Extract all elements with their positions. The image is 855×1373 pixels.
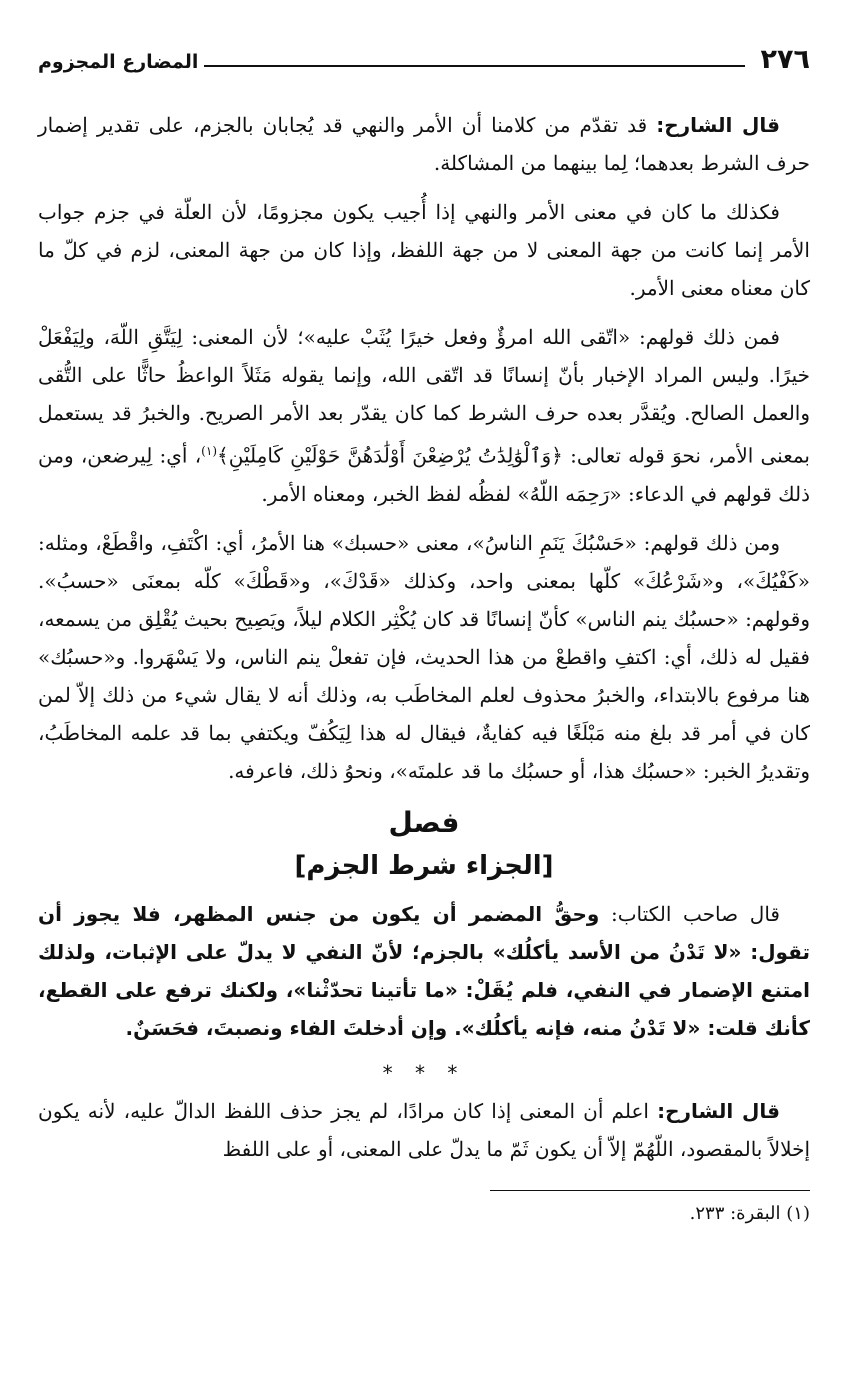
footnote: (١) البقرة: ٢٣٣. [689, 1202, 810, 1224]
section-title: فصل [388, 805, 460, 839]
paragraph-text: قد تقدّم من كلامنا أن الأمر والنهي قد يُجابان بالجزم، على تقدير إضمار حرف الشرط بعدهما؛ لِما بينهما من المشاكلة. [38, 113, 810, 175]
paragraph-commentator-intro [38, 106, 810, 182]
section-subtitle: [الجزاء شرط الجزم] [294, 850, 554, 881]
paragraph-text: ، أي: لِيرضعن، ومن ذلك قولهم في الدعاء: «رَحِمَه اللّهُ» لفظُه لفظ الخبر، ومعناه الأمر. [38, 443, 810, 506]
speaker-label: قال الشارح: [657, 1098, 780, 1123]
paragraph-commentator-second [38, 1092, 810, 1168]
paragraph-text: فمن ذلك قولهم: «اتّقى الله امرؤٌ وفعل خيرًا يُثَبْ عليه»؛ لأن المعنى: لِيَتَّقِ اللّهَ، ولِيَفْعَلْ خيرًا. وليس المراد الإخبار بأنّ إنسانًا قد اتّقى الله، وإنما يقوله مَثَلاً الواعظُ حاثًّا على التُّقى والعمل الصالح. ويُقدَّر بعده حرف الشرط كما كان يقدّر بعد الأمر الصريح. والخبرُ قد يستعمل بمعنى الأمر، نحوَ قوله تعالى: ﴿وَٱلْوَٰلِدَٰتُ يُرْضِعْنَ أَوْلَٰدَهُنَّ حَوْلَيْنِ كَامِلَيْنِ﴾ [38, 325, 811, 468]
footnote-reference: (١) [201, 444, 217, 458]
paragraph-examples [38, 318, 810, 513]
paragraph-text: اعلم أن المعنى إذا كان مرادًا، لم يجز حذف اللفظ الدالّ عليه، لأنه يكون إخلالاً بالمقصود، اللّهُمّ إلاّ أن يكون ثَمّ ما يدلّ على المعنى، أو على اللفظ [38, 1098, 810, 1161]
speaker-label: قال الشارح: [656, 113, 780, 137]
page-number: ٢٧٦ [760, 44, 810, 75]
paragraph-meaning-of-command: فكذلك ما كان في معنى الأمر والنهي إذا أُجيب يكون مجزومًا، لأن العلّة في جزم جواب الأمر إنما كانت من جهة المعنى لا من جهة اللفظ، وإذا كان من جهة المعنى، لزم في كلّ ما كان معناه معنى الأمر. [38, 200, 810, 300]
speaker-label: قال صاحب الكتاب: [599, 901, 780, 926]
paragraph-author-text [38, 895, 810, 1047]
footnote-rule [490, 1190, 810, 1191]
header-rule [204, 65, 744, 67]
running-title: المضارع المجزوم [38, 51, 199, 73]
section-separator: * * * [382, 1060, 466, 1085]
author-bold-text: وحقُّ المضمر أن يكون من جنس المظهر، فلا يجوز أن تقول: «لا تَدْنُ من الأسد يأكلُك» بالجزم؛ لأنّ النفي لا يدلّ على الإثبات، ولذلك امتنع الإضمار في النفي، فلم يُقَلْ: «ما تأتينا تحدّثْنا»، ولكنك ترفع على القطع، كأنك قلت: «لا تَدْنُ منه، فإنه يأكلُك». وإن أدخلتَ الفاء ونصبتَ، فحَسَنٌ. [38, 901, 810, 1040]
paragraph-hasbuka: ومن ذلك قولهم: «حَسْبُكَ يَنَمِ الناسُ»، معنى «حسبك» هنا الأمرُ، أي: اكْتَفِ، واقْطَعْ، ومثله: «كَفْيُكَ»، و«شَرْعُكَ» كلّها بمعنى واحد، وكذلك «قَدْكَ»، و«قَطْكَ» كلّه بمعنَى «حسبُ». وقولهم: «حسبُك ينم الناس» كأنّ إنسانًا قد كان يُكْثِر الكلام ليلاً، ويَصِيح بحيث يُقْلِق من يسمعه، فقيل له ذلك، أي: اكتفِ واقطعْ من هذا الحديث، فإن تفعلْ ينم الناس، ولا يَسْهَروا. و«حسبُك» هنا مرفوع بالابتداء، والخبرُ محذوف لعلم المخاطَب به، وذلك أنه لا يقال شيء من ذلك إلاّ لمن كان في أمر قد بلغ منه مَبْلَغًا فيه كفايةٌ، فيقال له هذا لِيَكُفّ ويكتفي بما قد علمه المخاطَبُ، وتقديرُ الخبر: «حسبُك هذا، أو حسبُك ما قد علمتَه»، ونحوُ ذلك، فاعرفه. [38, 530, 810, 783]
book-page [38, 40, 810, 1229]
running-header [38, 40, 810, 76]
